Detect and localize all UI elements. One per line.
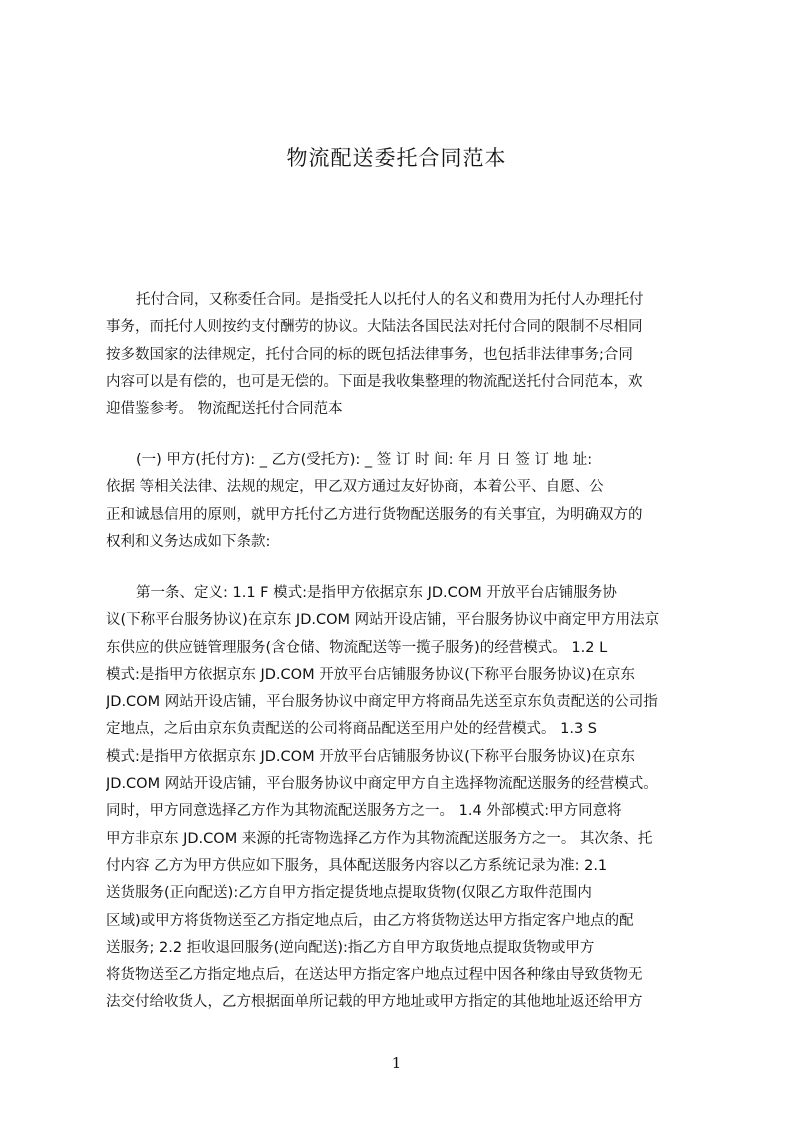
- text-line: JD.COM 网站开设店铺，平台服务协议中商定甲方自主选择物流配送服务的经营模式。: [106, 776, 658, 793]
- text-line: 迎借鉴参考。 物流配送托付合同范本: [106, 401, 343, 418]
- text-line: 事务，而托付人则按约支付酬劳的协议。大陆法各国民法对托付合同的限制不尽相同: [106, 319, 643, 336]
- paragraph-definitions: [106, 580, 696, 1017]
- text-line: 付内容 乙方为甲方供应如下服务，具体配送服务内容以乙方系统记录为准: 2.1: [106, 857, 608, 874]
- text-line: (一) 甲方(托付方): _ 乙方(受托方): _ 签 订 时 间: 年 月 日 签 订 地 址:: [136, 452, 593, 468]
- text-line: 同时，甲方同意选择乙方作为其物流配送服务方之一。 1.4 外部模式:甲方同意将: [106, 803, 622, 820]
- document-title: 物流配送委托合同范本: [286, 146, 507, 170]
- text-line: 法交付给收货人，乙方根据面单所记载的甲方地址或甲方指定的其他地址返还给甲方: [106, 994, 643, 1011]
- text-line: 权利和义务达成如下条款:: [106, 533, 271, 550]
- text-line: 第一条、定义: 1.1 F 模式:是指甲方依据京东 JD.COM 开放平台店铺服务协: [136, 585, 617, 601]
- text-line: 东供应的供应链管理服务(含仓储、物流配送等一揽子服务)的经营模式。 1.2 L: [106, 639, 608, 656]
- text-line: 甲方非京东 JD.COM 来源的托寄物选择乙方作为其物流配送服务方之一。 其次条、托: [106, 830, 653, 847]
- text-line: 送服务; 2.2 拒收退回服务(逆向配送):指乙方自甲方取货地点提取货物或甲方: [106, 939, 595, 956]
- paragraph-intro: [106, 287, 696, 423]
- text-line: 定地点，之后由京东负责配送的公司将商品配送至用户处的经营模式。 1.3 S: [106, 721, 597, 738]
- text-line: 内容可以是有偿的，也可是无偿的。下面是我收集整理的物流配送托付合同范本，欢: [106, 373, 643, 390]
- text-line: 托付合同，又称委任合同。是指受托人以托付人的名义和费用为托付人办理托付: [136, 292, 644, 308]
- text-line: 依据 等相关法律、法规的规定，甲乙双方通过友好协商，本着公平、自愿、公: [106, 479, 604, 496]
- text-line: 区域)或甲方将货物送至乙方指定地点后，由乙方将货物送达甲方指定客户地点的配: [106, 912, 634, 929]
- paragraph-parties: [106, 447, 696, 556]
- text-line: 正和诚恳信用的原则，就甲方托付乙方进行货物配送服务的有关事宜，为明确双方的: [106, 506, 643, 523]
- text-line: 议(下称平台服务协议)在京东 JD.COM 网站开设店铺，平台服务协议中商定甲方用法京: [106, 612, 660, 629]
- page-number: 1: [391, 1054, 402, 1072]
- text-line: 模式:是指甲方依据京东 JD.COM 开放平台店铺服务协议(下称平台服务协议)在京东: [106, 666, 636, 683]
- text-line: 送货服务(正向配送):乙方自甲方指定提货地点提取货物(仅限乙方取件范围内: [106, 885, 592, 902]
- text-line: 将货物送至乙方指定地点后，在送达甲方指定客户地点过程中因各种缘由导致货物无: [106, 967, 643, 984]
- text-line: 模式:是指甲方依据京东 JD.COM 开放平台店铺服务协议(下称平台服务协议)在京东: [106, 748, 636, 765]
- text-line: JD.COM 网站开设店铺，平台服务协议中商定甲方将商品先送至京东负责配送的公司指: [106, 694, 658, 711]
- text-line: 按多数国家的法律规定，托付合同的标的既包括法律事务，也包括非法律事务;合同: [106, 346, 633, 363]
